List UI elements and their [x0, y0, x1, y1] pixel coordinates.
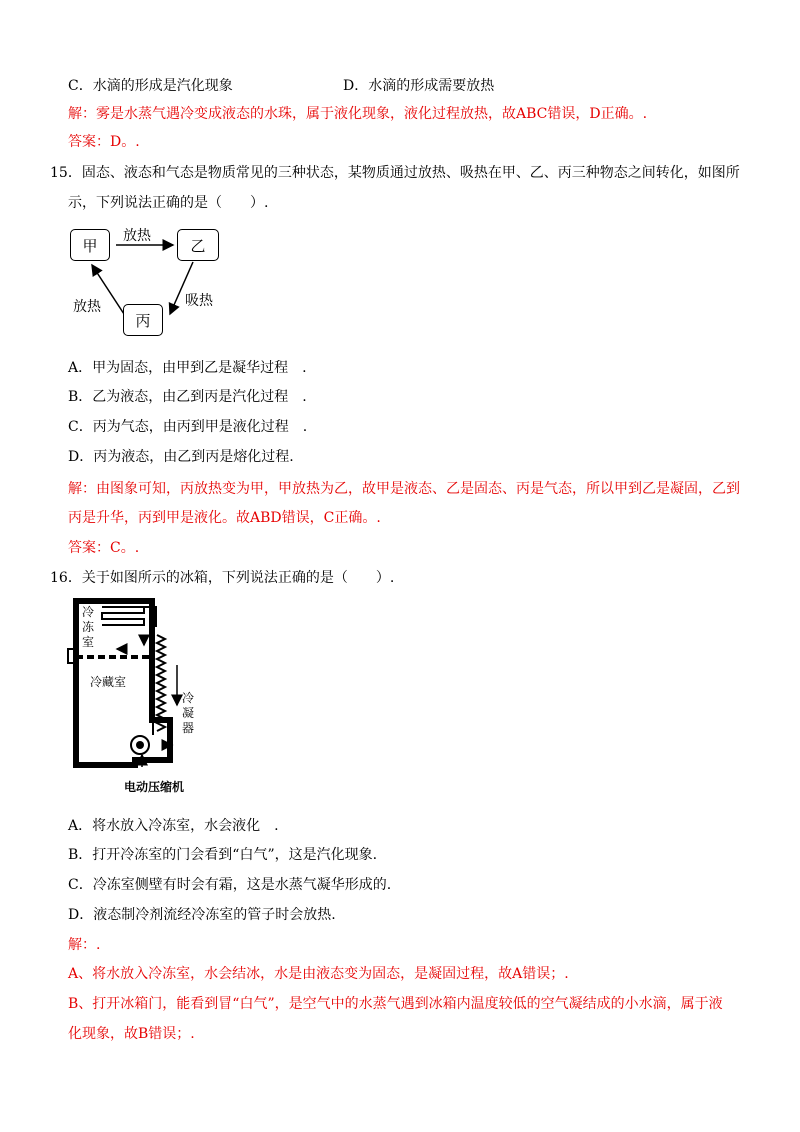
q16-solution-head: 解：. [68, 937, 101, 953]
box-yi: 乙 [177, 229, 219, 261]
q14-option-d: D．水滴的形成需要放热 [343, 78, 495, 94]
q15-option-a: A．甲为固态，由甲到乙是凝华过程 . [68, 360, 307, 376]
q15-option-b: B．乙为液态，由乙到丙是汽化过程 . [68, 389, 307, 405]
label-fangre-left: 放热 [73, 299, 101, 315]
q16-solution-b-line2: 化现象，故B错误；. [68, 1026, 195, 1042]
q14-answer: 答案：D。. [68, 134, 140, 150]
q16-option-c: C．冷冻室侧壁有时会有霜，这是水蒸气凝华形成的. [68, 877, 392, 893]
q16-solution-a: A、将水放入冷冻室，水会结冰，水是由液态变为固态，是凝固过程，故A错误；. [68, 966, 569, 982]
q16-stem: 16．关于如图所示的冰箱，下列说法正确的是（ ）. [50, 570, 395, 586]
box-bing: 丙 [123, 304, 163, 336]
state-change-diagram [60, 218, 240, 348]
q15-stem-line1: 15．固态、液态和气态是物质常见的三种状态，某物质通过放热、吸热在甲、乙、丙三种物态之间转化，如图所 [50, 165, 740, 181]
q15-stem-line2: 示，下列说法正确的是（ ）. [68, 195, 269, 211]
q15-option-c: C．丙为气态，由丙到甲是液化过程 . [68, 419, 308, 435]
q16-solution-b-line1: B、打开冰箱门，能看到冒“白气”，是空气中的水蒸气遇到冰箱内温度较低的空气凝结成的小水滴，属于液 [68, 996, 723, 1012]
q16-option-b: B．打开冷冻室的门会看到“白气”，这是汽化现象. [68, 847, 378, 863]
refrigerator-diagram [62, 595, 222, 800]
condenser-label: 冷凝器 [182, 691, 195, 735]
freezer-label: 冷冻室 [82, 605, 95, 649]
q15-solution-line1: 解：由图象可知，丙放热变为甲，甲放热为乙，故甲是液态、乙是固态、丙是气态，所以甲到乙是凝固，乙到 [68, 481, 740, 497]
q14-option-c: C．水滴的形成是汽化现象 [68, 78, 233, 94]
compressor-label: 电动压缩机 [124, 780, 185, 794]
box-jia: 甲 [70, 229, 110, 261]
q16-option-d: D．液态制冷剂流经冷冻室的管子时会放热. [68, 907, 336, 923]
q15-answer: 答案：C。. [68, 540, 140, 556]
fridge-label: 冷藏室 [90, 675, 127, 689]
q14-solution: 解：雾是水蒸气遇冷变成液态的水珠，属于液化现象，液化过程放热，故ABC错误，D正确。. [68, 106, 648, 122]
q15-option-d: D．丙为液态，由乙到丙是熔化过程. [68, 449, 294, 465]
q15-solution-line2: 丙是升华，丙到甲是液化。故ABD错误，C正确。. [68, 510, 381, 526]
label-xire: 吸热 [185, 293, 213, 309]
q16-option-a: A．将水放入冷冻室，水会液化 . [68, 818, 279, 834]
label-fangre-top: 放热 [123, 228, 151, 244]
